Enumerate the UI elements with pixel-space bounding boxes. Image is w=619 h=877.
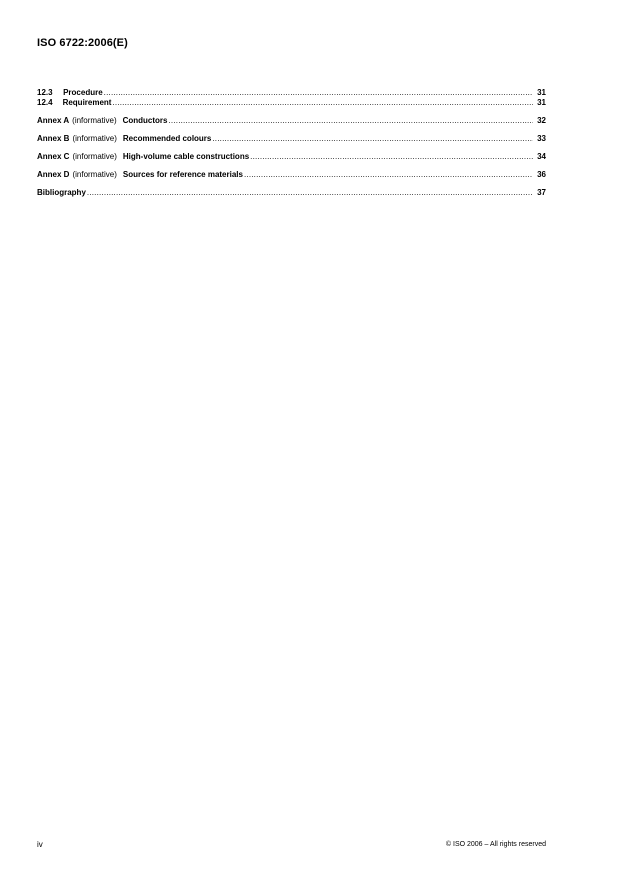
toc-annex-title: High-volume cable constructions [122,152,250,161]
toc-dot-leader [250,152,533,162]
footer-copyright: © ISO 2006 – All rights reserved [445,841,546,848]
document-id-header: ISO 6722:2006(E) [37,37,128,49]
toc-page-number: 32 [537,116,546,125]
toc-clause-number: 12.3 [37,88,53,97]
toc-page-number: 33 [537,134,546,143]
toc-clause-title: Procedure [63,88,103,97]
toc-annex-type: (informative) [72,170,117,179]
toc-clause-title: Requirement [62,98,112,107]
toc-entry-annex-d[interactable] [37,170,546,180]
toc-dot-leader [87,188,533,198]
footer-page-number: iv [37,840,43,849]
toc-dot-leader [169,116,534,126]
toc-page-number: 37 [537,188,546,197]
toc-entry-annex-a[interactable] [37,116,546,126]
toc-annex-label: Annex B [37,134,70,143]
toc-dot-leader [212,134,533,144]
toc-page-number: 31 [537,88,546,97]
toc-annex-type: (informative) [72,134,117,143]
toc-clause-number: 12.4 [37,98,53,107]
toc-annex-label: Annex C [37,152,70,161]
toc-annex-title: Recommended colours [122,134,212,143]
toc-dot-leader [244,170,533,180]
toc-bibliography-title: Bibliography [37,188,86,197]
toc-annex-title: Sources for reference materials [122,170,243,179]
toc-entry-annex-b[interactable] [37,134,546,144]
toc-annex-label: Annex A [37,116,70,125]
toc-page-number: 31 [537,98,546,107]
toc-page-number: 36 [537,170,546,179]
toc-annex-type: (informative) [72,152,117,161]
toc-dot-leader [104,88,533,98]
toc-annex-type: (informative) [72,116,117,125]
toc-dot-leader [112,98,533,108]
toc-entry-annex-c[interactable] [37,152,546,162]
toc-annex-label: Annex D [37,170,70,179]
toc-entry-clause-12-3[interactable] [37,88,546,98]
toc-page-number: 34 [537,152,546,161]
toc-entry-clause-12-4[interactable] [37,98,546,108]
toc-annex-title: Conductors [122,116,168,125]
table-of-contents [37,88,546,198]
toc-entry-bibliography[interactable] [37,188,546,198]
